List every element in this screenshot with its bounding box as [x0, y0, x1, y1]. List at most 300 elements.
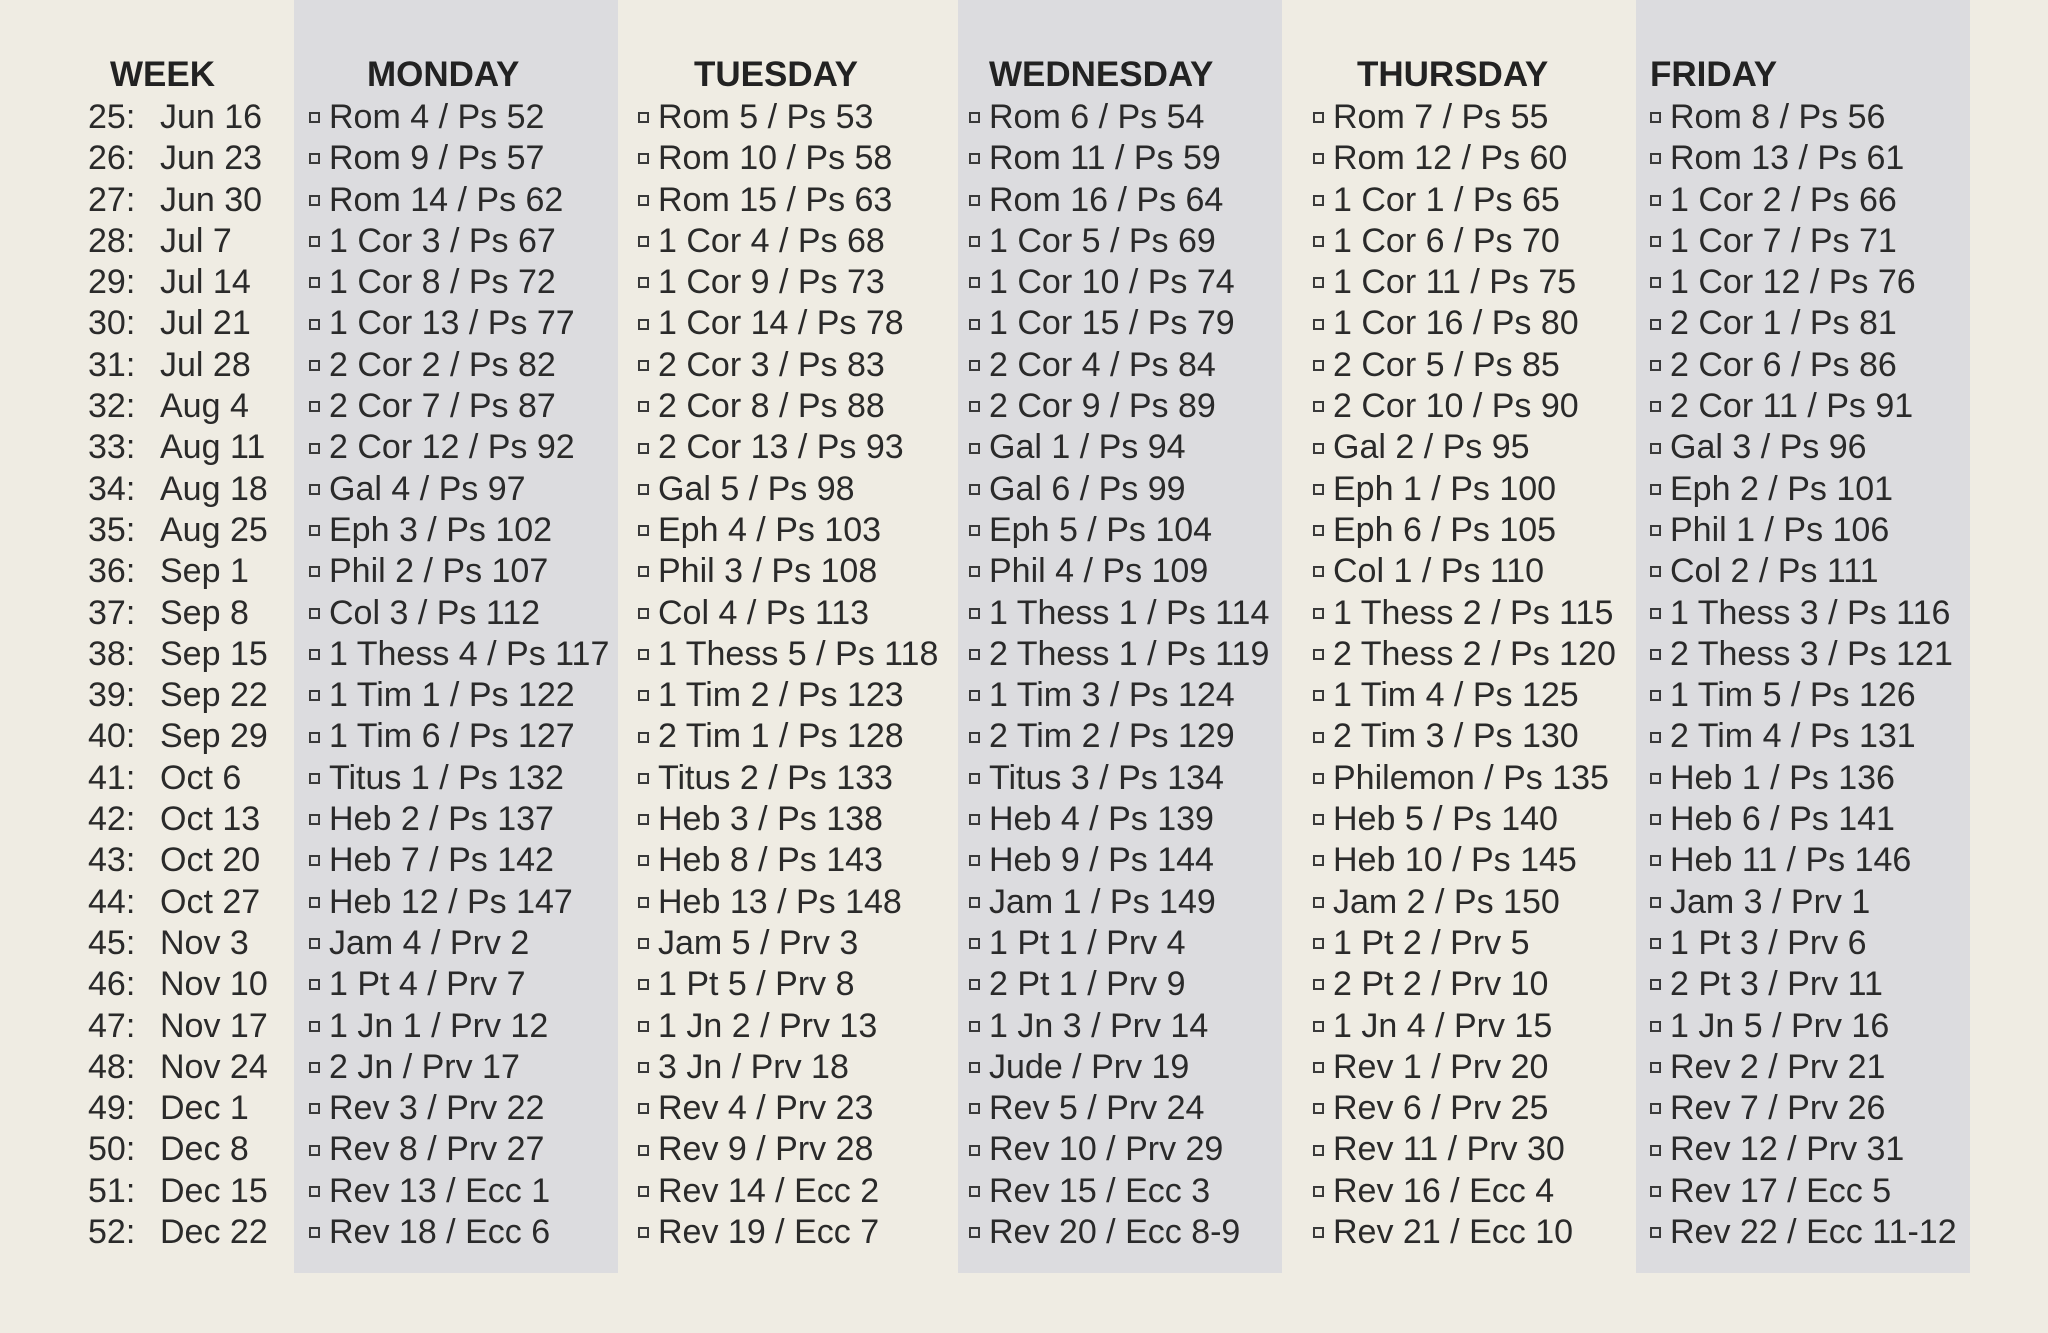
checkbox-icon[interactable]: [1313, 360, 1324, 371]
checkbox-icon[interactable]: [638, 1227, 649, 1238]
wednesday-reading-row: [967, 758, 1269, 799]
checkbox-icon[interactable]: [1313, 1103, 1324, 1114]
checkbox-icon[interactable]: [638, 1062, 649, 1073]
week-number: 27:: [88, 180, 136, 219]
thursday-reading-row: [1311, 1088, 1616, 1129]
reading-label: Phil 4 / Ps 109: [989, 552, 1209, 591]
week-row: [88, 1129, 268, 1170]
checkbox-icon[interactable]: [969, 566, 980, 577]
week-date: Jul 28: [160, 345, 251, 384]
week-row: [88, 1047, 268, 1088]
checkbox-icon[interactable]: [638, 897, 649, 908]
checkbox-icon[interactable]: [638, 1186, 649, 1197]
checkbox-icon[interactable]: [638, 277, 649, 288]
monday-reading-row: [307, 1212, 609, 1253]
checkbox-icon[interactable]: [638, 690, 649, 701]
week-number: 48:: [88, 1047, 136, 1086]
checkbox-icon[interactable]: [1313, 319, 1324, 330]
reading-label: 2 Cor 12 / Ps 92: [329, 428, 575, 467]
reading-label: Jam 3 / Prv 1: [1670, 882, 1871, 921]
reading-label: 1 Cor 9 / Ps 73: [658, 263, 885, 302]
checkbox-icon[interactable]: [969, 443, 980, 454]
checkbox-icon[interactable]: [1313, 773, 1324, 784]
checkbox-icon[interactable]: [969, 236, 980, 247]
week-date: Aug 4: [160, 387, 249, 426]
checkbox-icon[interactable]: [1650, 814, 1661, 825]
reading-label: Rom 15 / Ps 63: [658, 180, 893, 219]
checkbox-icon[interactable]: [1650, 690, 1661, 701]
checkbox-icon[interactable]: [638, 319, 649, 330]
checkbox-icon[interactable]: [638, 112, 649, 123]
checkbox-icon[interactable]: [1313, 1021, 1324, 1032]
reading-label: Heb 9 / Ps 144: [989, 841, 1214, 880]
checkbox-icon[interactable]: [1313, 401, 1324, 412]
checkbox-icon[interactable]: [1650, 1186, 1661, 1197]
checkbox-icon[interactable]: [1313, 855, 1324, 866]
monday-reading-row: [307, 593, 609, 634]
reading-label: 1 Cor 7 / Ps 71: [1670, 221, 1897, 260]
week-row: [88, 303, 268, 344]
checkbox-icon[interactable]: [1313, 979, 1324, 990]
week-date: Jun 30: [160, 180, 263, 219]
checkbox-icon[interactable]: [1650, 525, 1661, 536]
checkbox-icon[interactable]: [638, 236, 649, 247]
week-list: [88, 97, 268, 1253]
reading-label: Phil 1 / Ps 106: [1670, 510, 1890, 549]
reading-label: 1 Jn 2 / Prv 13: [658, 1006, 878, 1045]
monday-reading-row: [307, 221, 609, 262]
checkbox-icon[interactable]: [1650, 484, 1661, 495]
checkbox-icon[interactable]: [969, 1103, 980, 1114]
wednesday-reading-row: [967, 964, 1269, 1005]
thursday-reading-row: [1311, 469, 1616, 510]
checkbox-icon[interactable]: [309, 1186, 320, 1197]
thursday-reading-row: [1311, 840, 1616, 881]
week-row: [88, 1006, 268, 1047]
thursday-reading-row: [1311, 1047, 1616, 1088]
checkbox-icon[interactable]: [309, 112, 320, 123]
checkbox-icon[interactable]: [1650, 1103, 1661, 1114]
week-date: Jun 16: [160, 98, 263, 136]
wednesday-reading-row: [967, 1171, 1269, 1212]
monday-reading-row: [307, 634, 609, 675]
week-row: [88, 221, 268, 262]
checkbox-icon[interactable]: [638, 443, 649, 454]
week-number: 46:: [88, 965, 136, 1004]
reading-label: 1 Thess 1 / Ps 114: [989, 593, 1270, 632]
wednesday-reading-row: [967, 882, 1269, 923]
checkbox-icon[interactable]: [1650, 649, 1661, 660]
checkbox-icon[interactable]: [1650, 608, 1661, 619]
thursday-reading-row: [1311, 510, 1616, 551]
checkbox-icon[interactable]: [638, 1145, 649, 1156]
reading-label: Col 1 / Ps 110: [1333, 552, 1545, 591]
checkbox-icon[interactable]: [309, 360, 320, 371]
checkbox-icon[interactable]: [1313, 484, 1324, 495]
reading-label: Rom 13 / Ps 61: [1670, 139, 1905, 178]
checkbox-icon[interactable]: [309, 732, 320, 743]
reading-label: Heb 12 / Ps 147: [329, 882, 573, 921]
checkbox-icon[interactable]: [1650, 277, 1661, 288]
checkbox-icon[interactable]: [1313, 525, 1324, 536]
reading-label: Col 2 / Ps 111: [1670, 552, 1879, 591]
checkbox-icon[interactable]: [638, 732, 649, 743]
tuesday-reading-row: [636, 1088, 938, 1129]
checkbox-icon[interactable]: [638, 525, 649, 536]
week-row: [88, 716, 268, 757]
checkbox-icon[interactable]: [1650, 153, 1661, 164]
reading-label: Phil 2 / Ps 107: [329, 552, 549, 591]
thursday-reading-row: [1311, 1212, 1616, 1253]
checkbox-icon[interactable]: [1650, 1145, 1661, 1156]
reading-label: Rev 19 / Ecc 7: [658, 1213, 880, 1252]
monday-reading-row: [307, 138, 609, 179]
checkbox-icon[interactable]: [638, 938, 649, 949]
checkbox-icon[interactable]: [969, 319, 980, 330]
reading-label: 1 Tim 3 / Ps 124: [989, 676, 1235, 715]
week-number: 45:: [88, 923, 136, 962]
tuesday-reading-row: [636, 469, 938, 510]
reading-label: 2 Cor 8 / Ps 88: [658, 387, 885, 426]
checkbox-icon[interactable]: [1313, 236, 1324, 247]
tuesday-reading-row: [636, 510, 938, 551]
reading-label: Heb 10 / Ps 145: [1333, 841, 1577, 880]
monday-reading-row: [307, 1006, 609, 1047]
checkbox-icon[interactable]: [309, 153, 320, 164]
week-number: 34:: [88, 469, 136, 508]
reading-label: Titus 3 / Ps 134: [989, 758, 1224, 797]
checkbox-icon[interactable]: [309, 649, 320, 660]
tuesday-reading-row: [636, 799, 938, 840]
reading-label: 1 Cor 6 / Ps 70: [1333, 221, 1560, 260]
reading-label: 2 Cor 4 / Ps 84: [989, 345, 1216, 384]
week-row: [88, 840, 268, 881]
reading-label: 1 Jn 3 / Prv 14: [989, 1006, 1209, 1045]
checkbox-icon[interactable]: [1650, 732, 1661, 743]
week-date: Sep 29: [160, 717, 268, 756]
tuesday-reading-row: [636, 840, 938, 881]
reading-label: Gal 4 / Ps 97: [329, 469, 526, 508]
monday-reading-row: [307, 716, 609, 757]
monday-reading-row: [307, 1129, 609, 1170]
friday-header: FRIDAY: [1650, 55, 1778, 94]
checkbox-icon[interactable]: [309, 401, 320, 412]
checkbox-icon[interactable]: [1313, 897, 1324, 908]
checkbox-icon[interactable]: [309, 484, 320, 495]
reading-label: 1 Cor 15 / Ps 79: [989, 304, 1235, 343]
checkbox-icon[interactable]: [638, 401, 649, 412]
reading-label: Rev 9 / Prv 28: [658, 1130, 874, 1169]
checkbox-icon[interactable]: [638, 979, 649, 990]
thursday-reading-row: [1311, 427, 1616, 468]
friday-reading-row: [1648, 1047, 1957, 1088]
checkbox-icon[interactable]: [969, 1186, 980, 1197]
checkbox-icon[interactable]: [1650, 112, 1661, 123]
reading-label: Rev 3 / Prv 22: [329, 1089, 545, 1128]
checkbox-icon[interactable]: [1650, 1021, 1661, 1032]
checkbox-icon[interactable]: [969, 608, 980, 619]
monday-reading-row: [307, 345, 609, 386]
checkbox-icon[interactable]: [309, 897, 320, 908]
thursday-reading-row: [1311, 1171, 1616, 1212]
checkbox-icon[interactable]: [309, 690, 320, 701]
checkbox-icon[interactable]: [309, 1145, 320, 1156]
friday-reading-row: [1648, 840, 1957, 881]
checkbox-icon[interactable]: [1313, 814, 1324, 825]
checkbox-icon[interactable]: [1313, 1227, 1324, 1238]
reading-label: Eph 5 / Ps 104: [989, 510, 1213, 549]
wednesday-reading-row: [967, 262, 1269, 303]
week-date: Oct 27: [160, 882, 261, 921]
wednesday-reading-row: [967, 97, 1269, 138]
checkbox-icon[interactable]: [1313, 566, 1324, 577]
checkbox-icon[interactable]: [1650, 938, 1661, 949]
thursday-reading-row: [1311, 345, 1616, 386]
checkbox-icon[interactable]: [1650, 566, 1661, 577]
checkbox-icon[interactable]: [1313, 443, 1324, 454]
wednesday-reading-row: [967, 345, 1269, 386]
wednesday-reading-row: [967, 180, 1269, 221]
checkbox-icon[interactable]: [309, 773, 320, 784]
checkbox-icon[interactable]: [1650, 979, 1661, 990]
checkbox-icon[interactable]: [1650, 401, 1661, 412]
wednesday-reading-row: [967, 799, 1269, 840]
checkbox-icon[interactable]: [309, 608, 320, 619]
checkbox-icon[interactable]: [638, 195, 649, 206]
checkbox-icon[interactable]: [309, 195, 320, 206]
checkbox-icon[interactable]: [1313, 277, 1324, 288]
week-number: 40:: [88, 717, 136, 756]
checkbox-icon[interactable]: [1650, 897, 1661, 908]
checkbox-icon[interactable]: [1313, 938, 1324, 949]
wednesday-reading-row: [967, 675, 1269, 716]
checkbox-icon[interactable]: [309, 814, 320, 825]
monday-reading-row: [307, 469, 609, 510]
checkbox-icon[interactable]: [309, 855, 320, 866]
wednesday-header: WEDNESDAY: [989, 55, 1214, 94]
checkbox-icon[interactable]: [638, 649, 649, 660]
checkbox-icon[interactable]: [1650, 319, 1661, 330]
checkbox-icon[interactable]: [969, 484, 980, 495]
reading-label: Gal 3 / Ps 96: [1670, 428, 1867, 467]
thursday-reading-row: [1311, 221, 1616, 262]
wednesday-reading-row: [967, 138, 1269, 179]
reading-label: 2 Thess 2 / Ps 120: [1333, 634, 1616, 673]
wednesday-reading-row: [967, 510, 1269, 551]
checkbox-icon[interactable]: [309, 319, 320, 330]
monday-header: MONDAY: [367, 55, 520, 94]
checkbox-icon[interactable]: [969, 1021, 980, 1032]
checkbox-icon[interactable]: [1650, 195, 1661, 206]
tuesday-reading-row: [636, 345, 938, 386]
checkbox-icon[interactable]: [638, 360, 649, 371]
monday-reading-row: [307, 923, 609, 964]
checkbox-icon[interactable]: [969, 938, 980, 949]
thursday-reading-row: [1311, 180, 1616, 221]
reading-label: 2 Cor 1 / Ps 81: [1670, 304, 1897, 343]
tuesday-reading-row: [636, 180, 938, 221]
reading-label: 2 Cor 5 / Ps 85: [1333, 345, 1560, 384]
tuesday-reading-row: [636, 593, 938, 634]
reading-label: 1 Tim 4 / Ps 125: [1333, 676, 1579, 715]
wednesday-reading-row: [967, 1047, 1269, 1088]
reading-label: Heb 4 / Ps 139: [989, 800, 1214, 839]
week-date: Nov 17: [160, 1006, 268, 1045]
checkbox-icon[interactable]: [969, 855, 980, 866]
checkbox-icon[interactable]: [969, 1145, 980, 1156]
checkbox-icon[interactable]: [969, 897, 980, 908]
friday-reading-row: [1648, 716, 1957, 757]
checkbox-icon[interactable]: [309, 566, 320, 577]
checkbox-icon[interactable]: [969, 1062, 980, 1073]
friday-reading-row: [1648, 593, 1957, 634]
week-date: Jun 23: [160, 139, 263, 178]
checkbox-icon[interactable]: [309, 525, 320, 536]
checkbox-icon[interactable]: [1313, 153, 1324, 164]
week-row: [88, 675, 268, 716]
reading-label: Rev 8 / Prv 27: [329, 1130, 545, 1169]
checkbox-icon[interactable]: [969, 153, 980, 164]
tuesday-reading-row: [636, 138, 938, 179]
wednesday-reading-row: [967, 303, 1269, 344]
reading-label: Rev 21 / Ecc 10: [1333, 1213, 1574, 1252]
checkbox-icon[interactable]: [1313, 1062, 1324, 1073]
week-number: 37:: [88, 593, 136, 632]
tuesday-reading-row: [636, 923, 938, 964]
week-row: [88, 180, 268, 221]
wednesday-reading-row: [967, 1006, 1269, 1047]
week-number: 31:: [88, 345, 136, 384]
checkbox-icon[interactable]: [969, 112, 980, 123]
reading-label: 3 Jn / Prv 18: [658, 1047, 849, 1086]
friday-reading-row: [1648, 427, 1957, 468]
friday-reading-row: [1648, 303, 1957, 344]
checkbox-icon[interactable]: [1650, 360, 1661, 371]
checkbox-icon[interactable]: [969, 360, 980, 371]
week-date: Sep 8: [160, 593, 249, 632]
checkbox-icon[interactable]: [969, 690, 980, 701]
checkbox-icon[interactable]: [309, 938, 320, 949]
checkbox-icon[interactable]: [1313, 690, 1324, 701]
checkbox-icon[interactable]: [638, 153, 649, 164]
checkbox-icon[interactable]: [1313, 112, 1324, 123]
checkbox-icon[interactable]: [1650, 443, 1661, 454]
checkbox-icon[interactable]: [309, 1227, 320, 1238]
tuesday-reading-row: [636, 551, 938, 592]
week-number: 35:: [88, 510, 136, 549]
checkbox-icon[interactable]: [969, 649, 980, 660]
checkbox-icon[interactable]: [969, 814, 980, 825]
reading-label: 1 Pt 2 / Prv 5: [1333, 923, 1530, 962]
checkbox-icon[interactable]: [309, 1103, 320, 1114]
checkbox-icon[interactable]: [969, 1227, 980, 1238]
week-number: 33:: [88, 428, 136, 467]
week-date: Oct 20: [160, 841, 261, 880]
checkbox-icon[interactable]: [1650, 855, 1661, 866]
checkbox-icon[interactable]: [638, 814, 649, 825]
reading-label: Rom 10 / Ps 58: [658, 139, 893, 178]
reading-label: Rom 6 / Ps 54: [989, 98, 1205, 136]
checkbox-icon[interactable]: [969, 195, 980, 206]
week-number: 32:: [88, 387, 136, 426]
checkbox-icon[interactable]: [1313, 608, 1324, 619]
reading-label: Heb 1 / Ps 136: [1670, 758, 1895, 797]
checkbox-icon[interactable]: [309, 277, 320, 288]
wednesday-reading-row: [967, 1212, 1269, 1253]
checkbox-icon[interactable]: [638, 608, 649, 619]
checkbox-icon[interactable]: [1313, 1145, 1324, 1156]
week-row: [88, 758, 268, 799]
week-number: 42:: [88, 800, 136, 839]
thursday-reading-row: [1311, 923, 1616, 964]
checkbox-icon[interactable]: [969, 732, 980, 743]
reading-label: Eph 1 / Ps 100: [1333, 469, 1557, 508]
checkbox-icon[interactable]: [1313, 195, 1324, 206]
checkbox-icon[interactable]: [638, 855, 649, 866]
wednesday-reading-row: [967, 551, 1269, 592]
checkbox-icon[interactable]: [969, 277, 980, 288]
reading-label: 1 Cor 12 / Ps 76: [1670, 263, 1916, 302]
reading-label: 1 Jn 4 / Prv 15: [1333, 1006, 1553, 1045]
thursday-reading-row: [1311, 97, 1616, 138]
thursday-reading-row: [1311, 882, 1616, 923]
checkbox-icon[interactable]: [1650, 236, 1661, 247]
checkbox-icon[interactable]: [1650, 1227, 1661, 1238]
checkbox-icon[interactable]: [1313, 1186, 1324, 1197]
tuesday-reading-row: [636, 964, 938, 1005]
reading-label: Rev 2 / Prv 21: [1670, 1047, 1886, 1086]
reading-label: 2 Cor 6 / Ps 86: [1670, 345, 1897, 384]
reading-label: 2 Thess 3 / Ps 121: [1670, 634, 1953, 673]
reading-label: Jude / Prv 19: [989, 1047, 1190, 1086]
monday-reading-row: [307, 1088, 609, 1129]
checkbox-icon[interactable]: [309, 443, 320, 454]
checkbox-icon[interactable]: [969, 401, 980, 412]
checkbox-icon[interactable]: [969, 525, 980, 536]
friday-reading-row: [1648, 634, 1957, 675]
monday-reading-row: [307, 799, 609, 840]
checkbox-icon[interactable]: [638, 484, 649, 495]
week-date: Nov 3: [160, 923, 249, 962]
checkbox-icon[interactable]: [1650, 773, 1661, 784]
checkbox-icon[interactable]: [1313, 732, 1324, 743]
checkbox-icon[interactable]: [309, 236, 320, 247]
checkbox-icon[interactable]: [638, 1021, 649, 1032]
week-row: [88, 1212, 268, 1253]
reading-label: Rev 12 / Prv 31: [1670, 1130, 1905, 1169]
friday-reading-row: [1648, 758, 1957, 799]
reading-label: Jam 1 / Ps 149: [989, 882, 1216, 921]
reading-label: Titus 2 / Ps 133: [658, 758, 893, 797]
checkbox-icon[interactable]: [638, 566, 649, 577]
week-date: Jul 7: [160, 221, 232, 260]
checkbox-icon[interactable]: [309, 1062, 320, 1073]
reading-label: 1 Cor 16 / Ps 80: [1333, 304, 1579, 343]
checkbox-icon[interactable]: [969, 979, 980, 990]
checkbox-icon[interactable]: [1650, 1062, 1661, 1073]
reading-label: 2 Tim 2 / Ps 129: [989, 717, 1235, 756]
wednesday-reading-row: [967, 634, 1269, 675]
checkbox-icon[interactable]: [638, 773, 649, 784]
reading-label: 1 Cor 3 / Ps 67: [329, 221, 556, 260]
checkbox-icon[interactable]: [309, 979, 320, 990]
reading-label: 2 Cor 13 / Ps 93: [658, 428, 904, 467]
checkbox-icon[interactable]: [1313, 649, 1324, 660]
friday-reading-row: [1648, 1088, 1957, 1129]
checkbox-icon[interactable]: [638, 1103, 649, 1114]
checkbox-icon[interactable]: [309, 1021, 320, 1032]
checkbox-icon[interactable]: [969, 773, 980, 784]
